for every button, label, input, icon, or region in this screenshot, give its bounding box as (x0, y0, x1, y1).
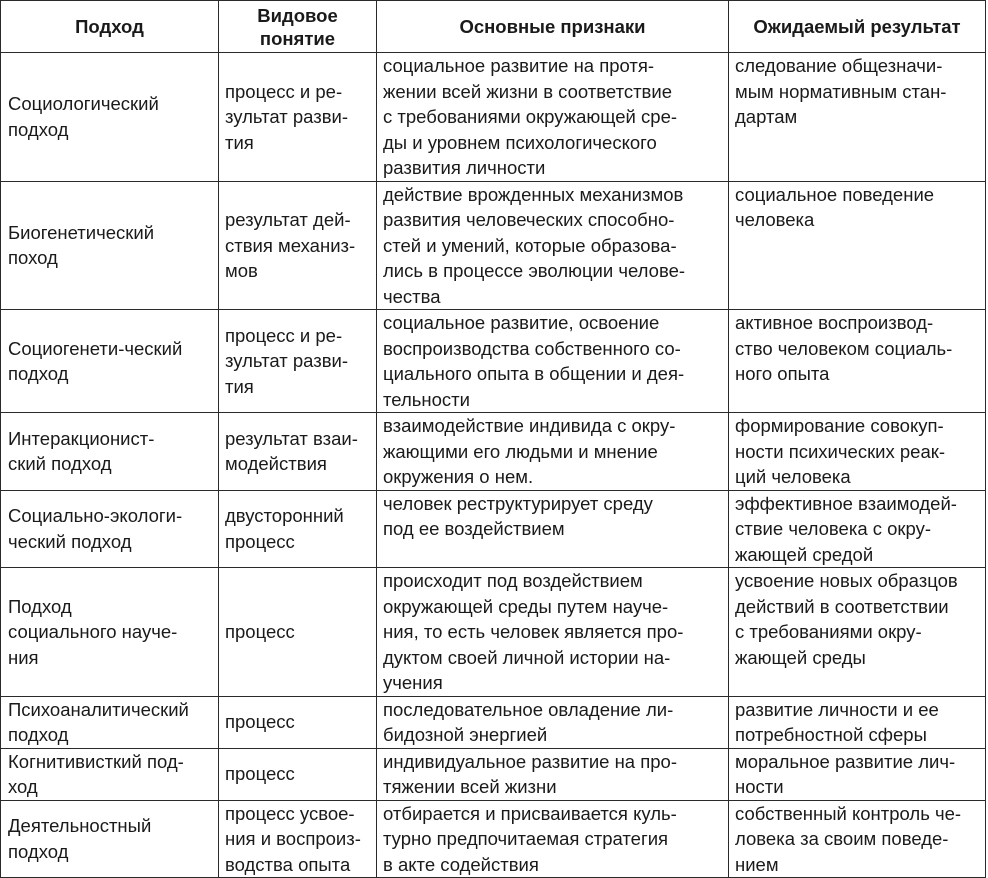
result-cell: активное воспроизвод- ство человеком социаль- ного опыта (729, 310, 986, 413)
kind-cell: результат дей- ствия механиз- мов (219, 181, 377, 310)
table-row (1, 490, 986, 568)
approach-cell: Интеракционист- ский подход (1, 413, 219, 491)
approach-cell: Деятельностный подход (1, 800, 219, 878)
kind-cell: процесс (219, 696, 377, 748)
result-cell: эффективное взаимодей- ствие человека с окру- жающей средой (729, 490, 986, 568)
result-cell: социальное поведение человека (729, 181, 986, 310)
kind-cell: процесс (219, 748, 377, 800)
approach-cell: Социогенети-ческий подход (1, 310, 219, 413)
kind-cell: процесс и ре- зультат разви- тия (219, 310, 377, 413)
kind-cell: двусторонний процесс (219, 490, 377, 568)
header-expected-result: Ожидаемый результат (729, 1, 986, 53)
result-cell: следование общезначи- мым нормативным стан- дартам (729, 53, 986, 182)
result-cell: усвоение новых образцов действий в соответствии с требованиями окру- жающей среды (729, 568, 986, 697)
result-cell: моральное развитие лич- ности (729, 748, 986, 800)
kind-cell: процесс (219, 568, 377, 697)
signs-cell: действие врожденных механизмов развития человеческих способно- стей и умений, которые образова- лись в процессе эволюции челове- чества (377, 181, 729, 310)
signs-cell: социальное развитие, освоение воспроизводства собственного со- циального опыта в общении и дея- тельности (377, 310, 729, 413)
table-row (1, 696, 986, 748)
table-row (1, 413, 986, 491)
approach-cell: Биогенетический поход (1, 181, 219, 310)
signs-cell: происходит под воздействием окружающей среды путем науче- ния, то есть человек является про- дуктом своей личной истории на- учения (377, 568, 729, 697)
signs-cell: индивидуальное развитие на про- тяжении всей жизни (377, 748, 729, 800)
header-approach: Подход (1, 1, 219, 53)
kind-cell: результат взаи- модействия (219, 413, 377, 491)
signs-cell: человек реструктурирует среду под ее воздействием (377, 490, 729, 568)
table-row (1, 53, 986, 182)
header-kind-concept: Видовое понятие (219, 1, 377, 53)
table-row (1, 181, 986, 310)
signs-cell: отбирается и присваивается куль- турно предпочитаемая стратегия в акте содействия (377, 800, 729, 878)
signs-cell: последовательное овладение ли- бидозной энергией (377, 696, 729, 748)
approach-cell: Когнитивисткий под- ход (1, 748, 219, 800)
header-main-signs: Основные признаки (377, 1, 729, 53)
signs-cell: взаимодействие индивида с окру- жающими его людьми и мнение окружения о нем. (377, 413, 729, 491)
approach-cell: Социально-экологи- ческий подход (1, 490, 219, 568)
kind-cell: процесс и ре- зультат разви- тия (219, 53, 377, 182)
signs-cell: социальное развитие на протя- жении всей жизни в соответствие с требованиями окружающей сре- ды и уровнем психологического развития личности (377, 53, 729, 182)
result-cell: собственный контроль че- ловека за своим поведе- нием (729, 800, 986, 878)
table-row (1, 800, 986, 878)
table-row (1, 310, 986, 413)
result-cell: формирование совокуп- ности психических реак- ций человека (729, 413, 986, 491)
approach-cell: Подход социального науче- ния (1, 568, 219, 697)
table-header-row (1, 1, 986, 53)
approach-cell: Социологический подход (1, 53, 219, 182)
approach-cell: Психоаналитический подход (1, 696, 219, 748)
result-cell: развитие личности и ее потребностной сферы (729, 696, 986, 748)
kind-cell: процесс усвое- ния и воспроиз- водства опыта (219, 800, 377, 878)
table-row (1, 748, 986, 800)
table-row (1, 568, 986, 697)
